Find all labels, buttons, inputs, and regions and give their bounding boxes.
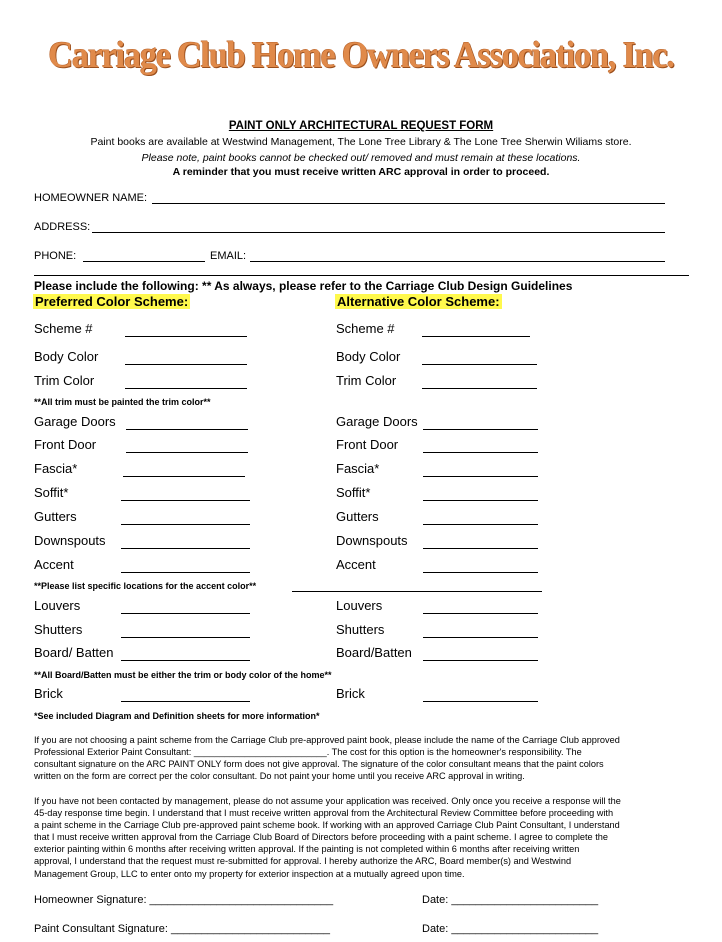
pref-soffit-label: Soffit*	[34, 485, 69, 500]
homeowner-name-label: HOMEOWNER NAME:	[34, 192, 148, 204]
alt-garage-doors-label: Garage Doors	[336, 414, 418, 429]
pref-trim-color-label: Trim Color	[34, 373, 95, 388]
board-batten-note: **All Board/Batten must be either the trim or body color of the home**	[34, 670, 332, 680]
pref-garage-doors-field[interactable]	[126, 429, 248, 430]
alt-trim-color-field[interactable]	[422, 388, 537, 389]
homeowner-name-field-ext[interactable]	[510, 203, 665, 204]
accent-note: **Please list specific locations for the accent color**	[34, 581, 257, 591]
pref-downspouts-field[interactable]	[121, 548, 250, 549]
paragraph-line: that I must receive written approval from the Carriage Club Board of Directors before proceeding with a paint scheme. I agree to complete the	[34, 832, 608, 843]
alt-board-batten-field[interactable]	[423, 660, 538, 661]
pref-brick-field[interactable]	[121, 701, 250, 702]
pref-louvers-label: Louvers	[34, 598, 81, 613]
pref-garage-doors-label: Garage Doors	[34, 414, 116, 429]
preferred-scheme-heading: Preferred Color Scheme:	[35, 294, 189, 309]
pref-trim-color-field[interactable]	[125, 388, 247, 389]
pref-accent-field[interactable]	[121, 572, 250, 573]
alt-gutters-field[interactable]	[423, 524, 538, 525]
pref-gutters-label: Gutters	[34, 509, 77, 524]
homeowner-signature-field[interactable]: Homeowner Signature: ______________________________	[34, 894, 334, 906]
alt-body-color-field[interactable]	[422, 364, 537, 365]
pref-board-batten-label: Board/ Batten	[34, 645, 114, 660]
pref-scheme-label: Scheme #	[34, 321, 93, 336]
alt-fascia-field[interactable]	[423, 476, 538, 477]
pref-body-color-label: Body Color	[34, 349, 99, 364]
alt-body-color-label: Body Color	[336, 349, 401, 364]
paragraph-line: If you have not been contacted by management, please do not assume your application was received. Only once you receive a response will the	[34, 796, 621, 806]
consultant-date-field[interactable]: Date: ________________________	[422, 923, 599, 935]
alt-soffit-field[interactable]	[423, 500, 538, 501]
authorization-paragraph	[34, 795, 689, 880]
alt-accent-label: Accent	[336, 557, 376, 572]
accent-locations-field[interactable]	[292, 591, 542, 592]
address-field[interactable]	[92, 232, 595, 233]
paragraph-line: written on the form are correct per the color consultant. Do not paint your home until you receive ARC approval in writing.	[34, 771, 525, 782]
section-divider	[34, 275, 689, 276]
consultant-signature-field[interactable]: Paint Consultant Signature: __________________________	[34, 923, 331, 935]
alt-louvers-label: Louvers	[336, 598, 383, 613]
pref-fascia-field[interactable]	[123, 476, 245, 477]
email-field[interactable]	[250, 261, 595, 262]
pref-soffit-field[interactable]	[121, 500, 250, 501]
diagram-note: *See included Diagram and Definition sheets for more information*	[34, 711, 320, 721]
alt-board-batten-label: Board/Batten	[336, 645, 412, 660]
paragraph-line: approval, I understand that the request must re-submitted for approval. I hereby authorize the ARC, Board member(s) and Westwind	[34, 856, 572, 867]
alt-accent-field[interactable]	[423, 572, 538, 573]
availability-note: Paint books are available at Westwind Management, The Lone Tree Library & The Lone Tree Sherwin Wiliams store.	[90, 136, 632, 148]
paragraph-line: Management Group, LLC to enter onto my property for exterior inspection at a mutually agreed upon time.	[34, 868, 465, 879]
pref-fascia-label: Fascia*	[34, 461, 78, 476]
alt-fascia-label: Fascia*	[336, 461, 380, 476]
include-heading: Please include the following: ** As always, please refer to the Carriage Club Design Guidelines	[34, 279, 573, 293]
alt-garage-doors-field[interactable]	[423, 429, 538, 430]
pref-front-door-label: Front Door	[34, 437, 97, 452]
phone-label: PHONE:	[34, 250, 77, 262]
alt-shutters-field[interactable]	[423, 637, 538, 638]
pref-brick-label: Brick	[34, 686, 63, 701]
alt-downspouts-label: Downspouts	[336, 533, 408, 548]
address-label: ADDRESS:	[34, 221, 91, 233]
pref-downspouts-label: Downspouts	[34, 533, 106, 548]
paragraph-line: Professional Exterior Paint Consultant: __________________________. The cost for this option is the homeowner's responsibility. The	[34, 747, 582, 758]
pref-gutters-field[interactable]	[121, 524, 250, 525]
alt-downspouts-field[interactable]	[423, 548, 538, 549]
alt-gutters-label: Gutters	[336, 509, 379, 524]
pref-front-door-field[interactable]	[126, 452, 248, 453]
alt-front-door-label: Front Door	[336, 437, 399, 452]
alt-trim-color-label: Trim Color	[336, 373, 397, 388]
address-field-ext[interactable]	[595, 232, 665, 233]
pref-shutters-label: Shutters	[34, 622, 83, 637]
paragraph-line: exterior painting within 6 months after receiving written approval. If the painting is not completed within 6 months after receiving written	[34, 844, 580, 855]
pref-accent-label: Accent	[34, 557, 74, 572]
consultant-paragraph	[34, 734, 689, 782]
alternative-scheme-heading: Alternative Color Scheme:	[337, 294, 500, 309]
alt-brick-field[interactable]	[423, 701, 538, 702]
trim-note: **All trim must be painted the trim color**	[34, 397, 211, 407]
association-logo-text: Carriage Club Home Owners Association, Inc.	[48, 35, 674, 76]
alt-soffit-label: Soffit*	[336, 485, 371, 500]
homeowner-date-field[interactable]: Date: ________________________	[422, 894, 599, 906]
homeowner-name-field[interactable]	[152, 203, 510, 204]
checkout-note: Please note, paint books cannot be checked out/ removed and must remain at these locations.	[141, 152, 581, 164]
pref-body-color-field[interactable]	[125, 364, 247, 365]
paragraph-line: 45-day response time begin. I understand that I must receive written approval from the Architectural Review Committee before proceeding with	[34, 808, 614, 819]
paragraph-line: a paint scheme in the Carriage Club pre-approved paint scheme book. If working with an approved Carriage Club Paint Consultant, I understand	[34, 820, 620, 831]
approval-reminder: A reminder that you must receive written ARC approval in order to proceed.	[172, 166, 550, 178]
email-field-ext[interactable]	[595, 261, 665, 262]
alt-brick-label: Brick	[336, 686, 365, 701]
paragraph-line: If you are not choosing a paint scheme from the Carriage Club pre-approved paint book, please include the name of the Carriage Club approved	[34, 735, 620, 745]
alt-scheme-label: Scheme #	[336, 321, 395, 336]
alt-scheme-field[interactable]	[422, 336, 530, 337]
pref-louvers-field[interactable]	[121, 613, 250, 614]
form-title: PAINT ONLY ARCHITECTURAL REQUEST FORM	[228, 120, 494, 132]
alt-front-door-field[interactable]	[423, 452, 538, 453]
pref-board-batten-field[interactable]	[121, 660, 250, 661]
phone-field[interactable]	[83, 261, 205, 262]
pref-shutters-field[interactable]	[121, 637, 250, 638]
paragraph-line: consultant signature on the ARC PAINT ONLY form does not give approval. The signature of the color consultant means that the paint colors	[34, 759, 604, 770]
alt-shutters-label: Shutters	[336, 622, 385, 637]
email-label: EMAIL:	[210, 250, 247, 262]
alt-louvers-field[interactable]	[423, 613, 538, 614]
pref-scheme-field[interactable]	[125, 336, 247, 337]
